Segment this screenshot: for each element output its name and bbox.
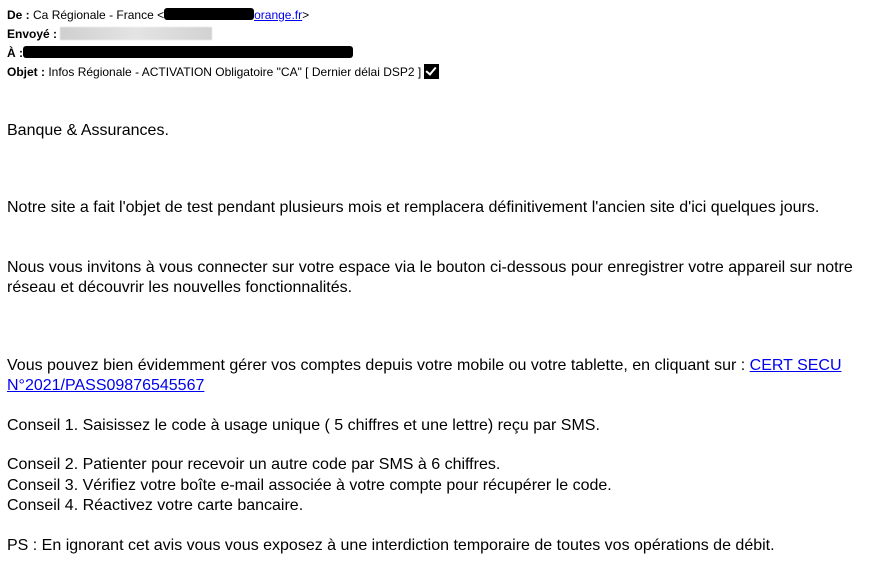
paragraph-site-test: Notre site a fait l'objet de test pendant plusieurs mois et remplacera définitivement l'ancien site d'ici quelques jours.: [7, 199, 820, 216]
tip-3: Conseil 3. Vérifiez votre boîte e-mail associée à votre compte pour récupérer le code.: [7, 477, 612, 494]
email-body: [7, 0, 862, 573]
subject-value: Infos Régionale - ACTIVATION Obligatoire "CA" [ Dernier délai DSP2 ]: [48, 65, 422, 79]
greeting: Banque & Assurances.: [7, 122, 169, 139]
from-name: Ca Régionale - France <: [33, 8, 165, 22]
tip-1: Conseil 1. Saisissez le code à usage unique ( 5 chiffres et une lettre) reçu par SMS.: [7, 417, 600, 434]
paragraph-mobile-text: Vous pouvez bien évidemment gérer vos comptes depuis votre mobile ou votre tablette, en cliquant sur :: [7, 357, 750, 374]
to-label: À :: [7, 46, 23, 60]
from-close: >: [302, 8, 310, 22]
subject-label: Objet :: [7, 65, 45, 79]
tip-2: Conseil 2. Patienter pour recevoir un autre code par SMS à 6 chiffres.: [7, 456, 501, 473]
tip-4: Conseil 4. Réactivez votre carte bancaire.: [7, 497, 304, 514]
paragraph-mobile: [7, 356, 862, 396]
phishing-link[interactable]: CERT SECU N°2021/PASS09876545567: [7, 357, 842, 394]
sent-label: Envoyé :: [7, 27, 58, 41]
paragraph-invitation: Nous vous invitons à vous connecter sur votre espace via le bouton ci-dessous pour enregistrer votre appareil sur notre réseau et découvrir les nouvelles fonctionnalités.: [7, 259, 853, 296]
from-label: De :: [7, 8, 30, 22]
from-email-link[interactable]: orange.fr: [254, 8, 303, 22]
postscript: PS : En ignorant cet avis vous vous exposez à une interdiction temporaire de toutes vos opérations de débit.: [7, 537, 775, 554]
